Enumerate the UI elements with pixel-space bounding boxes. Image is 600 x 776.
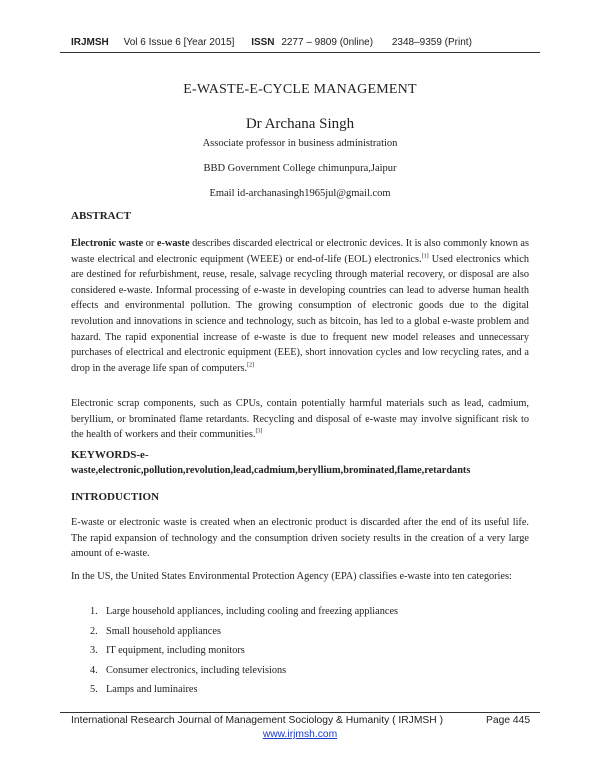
list-item [90,684,398,704]
term-e-waste: e-waste [156,238,190,249]
running-header [71,37,531,48]
issn-print: 2348–9359 (Print) [391,37,472,48]
list-number: 1. [90,606,98,617]
header-divider [60,52,540,53]
list-number: 4. [90,664,98,676]
journal-website-link[interactable]: www.irjmsh.com [262,729,338,740]
journal-abbrev: IRJMSH [71,37,109,48]
list-item [90,665,398,685]
issn-label: ISSN [251,37,275,48]
list-text: Consumer electronics, including televisions [106,664,287,676]
paper-title: E-WASTE-E-CYCLE MANAGEMENT [183,82,417,97]
list-item [90,626,398,646]
footer-divider [60,712,540,713]
abstract-paragraph-1 [71,236,529,376]
abstract-heading: ABSTRACT [71,210,131,222]
author-email: Email id-archanasingh1965jul@gmail.com [209,188,391,199]
list-number: 5. [90,684,98,695]
abstract-text-b: Used electronics which are destined for refurbishment, reuse, resale, salvage recycling through material recovery, or disposal are also considered e-waste. Informal processing of e-waste in developing countries can lead to adverse human health effects and environmental pollution. The growing consumption of electronic goods due to the digital revolution and innovations in science and technology, such as bitcoin, has led to a global e-waste problem and hazard. The rapid exponential increase of e-waste is due to frequent new model releases and unnecessary purchases of electrical and electronic equipment (EEE), short innovation cycles and low recycling rates, and a drop in the average life span of computers. [71,253,529,374]
author-position: Associate professor in business administration [202,138,398,149]
citation-2: [2] [247,362,255,369]
running-footer [71,715,531,726]
abstract-text-c: Electronic scrap components, such as CPUs, contain potentially harmful materials such as lead, cadmium, beryllium, or brominated flame retardants. Recycling and disposal of e-waste may involve significant risk to the health of workers and their communities. [71,398,529,441]
author-institution: BBD Government College chimunpura,Jaipur [203,163,397,174]
list-number: 2. [90,625,98,637]
list-text: Lamps and luminaires [106,684,198,695]
author-name: Dr Archana Singh [245,116,355,132]
intro-paragraph-1: E-waste or electronic waste is created when an electronic product is discarded after the end of its useful life. The rapid expansion of technology and the consumption driven society results in the creation of a very large amount of e-waste. [71,517,529,560]
list-text: Small household appliances [106,625,221,637]
abstract-text-a: describes discarded electrical or electronic devices. It is also commonly known as waste electrical and electronic equipment (WEEE) or end-of-life (EOL) electronics. [71,238,530,265]
issn-online: 2277 – 9809 (0nline) [281,37,374,48]
issue-info: Vol 6 Issue 6 [Year 2015] [123,37,235,48]
epa-category-list [90,606,398,704]
keywords-heading: KEYWORDS-e- [71,449,149,461]
list-text: Large household appliances, including cooling and freezing appliances [106,606,399,617]
citation-3: [3] [255,428,263,435]
introduction-heading: INTRODUCTION [71,491,160,503]
page-number: Page 445 [486,715,531,726]
term-electronic-waste: Electronic waste [71,238,144,249]
footer-journal-name: International Research Journal of Management Sociology & Humanity ( IRJMSH ) [71,715,444,726]
list-item [90,606,398,626]
abstract-paragraph-2 [71,396,529,443]
intro-paragraph-2: In the US, the United States Environmental Protection Agency (EPA) classifies e-waste into ten categories: [71,571,512,582]
connector-text: or [143,238,157,249]
list-item [90,645,398,665]
list-text: IT equipment, including monitors [106,645,245,656]
list-number: 3. [90,645,98,656]
citation-1: [1] [421,253,429,260]
keywords-list: waste,electronic,pollution,revolution,lead,cadmium,beryllium,brominated,flame,retardants [71,465,471,476]
